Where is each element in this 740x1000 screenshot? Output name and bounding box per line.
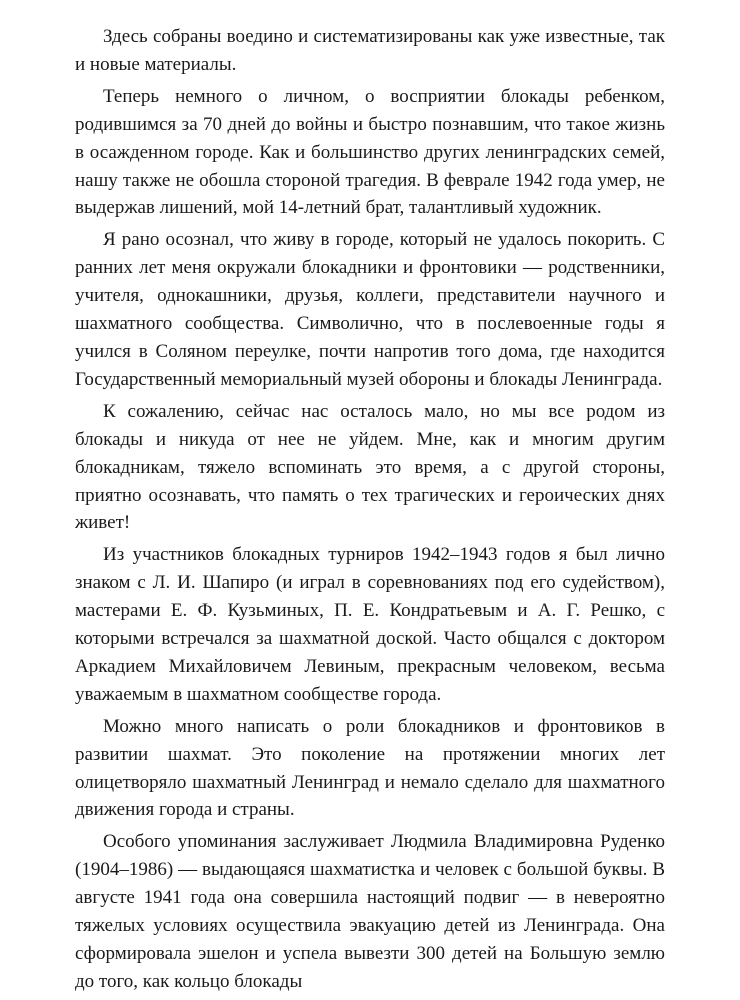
paragraph-5: Из участников блокадных турниров 1942–1943 годов я был лично знаком с Л. И. Шапиро (и играл в соревнованиях под его судейством), мастерами Е. Ф. Кузьминых, П. Е. Кондратьевым и А. Г. Решко, с которыми встречался за шахматной доской. Часто общался с доктором Аркадием Михайловичем Левиным, прекрасным человеком, весьма уважаемым в шахматном сообществе города.: [75, 544, 665, 705]
paragraph-1: Здесь собраны воедино и систематизированы как уже известные, так и новые материалы.: [75, 26, 665, 75]
page-body-text: [75, 23, 665, 1000]
paragraph-6: Можно много написать о роли блокадников и фронтовиков в развитии шахмат. Это поколение на протяжении многих лет олицетворяло шахматный Ленинград и немало сделало для шахматного движения города и страны.: [75, 715, 665, 821]
paragraph-7: Особого упоминания заслуживает Людмила Владимировна Руденко (1904–1986) — выдающаяся шахматистка и человек с большой буквы. В августе 1941 года она совершила настоящий подвиг — в невероятно тяжелых условиях осуществила эвакуацию детей из Ленинграда. Она сформировала эшелон и успела вывезти 300 детей на Большую землю до того, как кольцо блокады: [75, 831, 665, 992]
paragraph-4: К сожалению, сейчас нас осталось мало, но мы все родом из блокады и никуда от нее не уйдем. Мне, как и многим другим блокадникам, тяжело вспоминать это время, а с другой стороны, приятно осознавать, что память о тех трагических и героических днях живет!: [75, 400, 665, 534]
paragraph-3: Я рано осознал, что живу в городе, который не удалось покорить. С ранних лет меня окружали блокадники и фронтовики — родственники, учителя, однокашники, друзья, коллеги, представители научного и шахматного сообщества. Символично, что в послевоенные годы я учился в Соляном переулке, почти напротив того дома, где находится Государственный мемориальный музей обороны и блокады Ленинграда.: [75, 229, 665, 390]
paragraph-2: Теперь немного о личном, о восприятии блокады ребенком, родившимся за 70 дней до войны и быстро познавшим, что такое жизнь в осажденном городе. Как и большинство других ленинградских семей, нашу также не обошла стороной трагедия. В феврале 1942 года умер, не выдержав лишений, мой 14-летний брат, талантливый художник.: [75, 85, 665, 219]
